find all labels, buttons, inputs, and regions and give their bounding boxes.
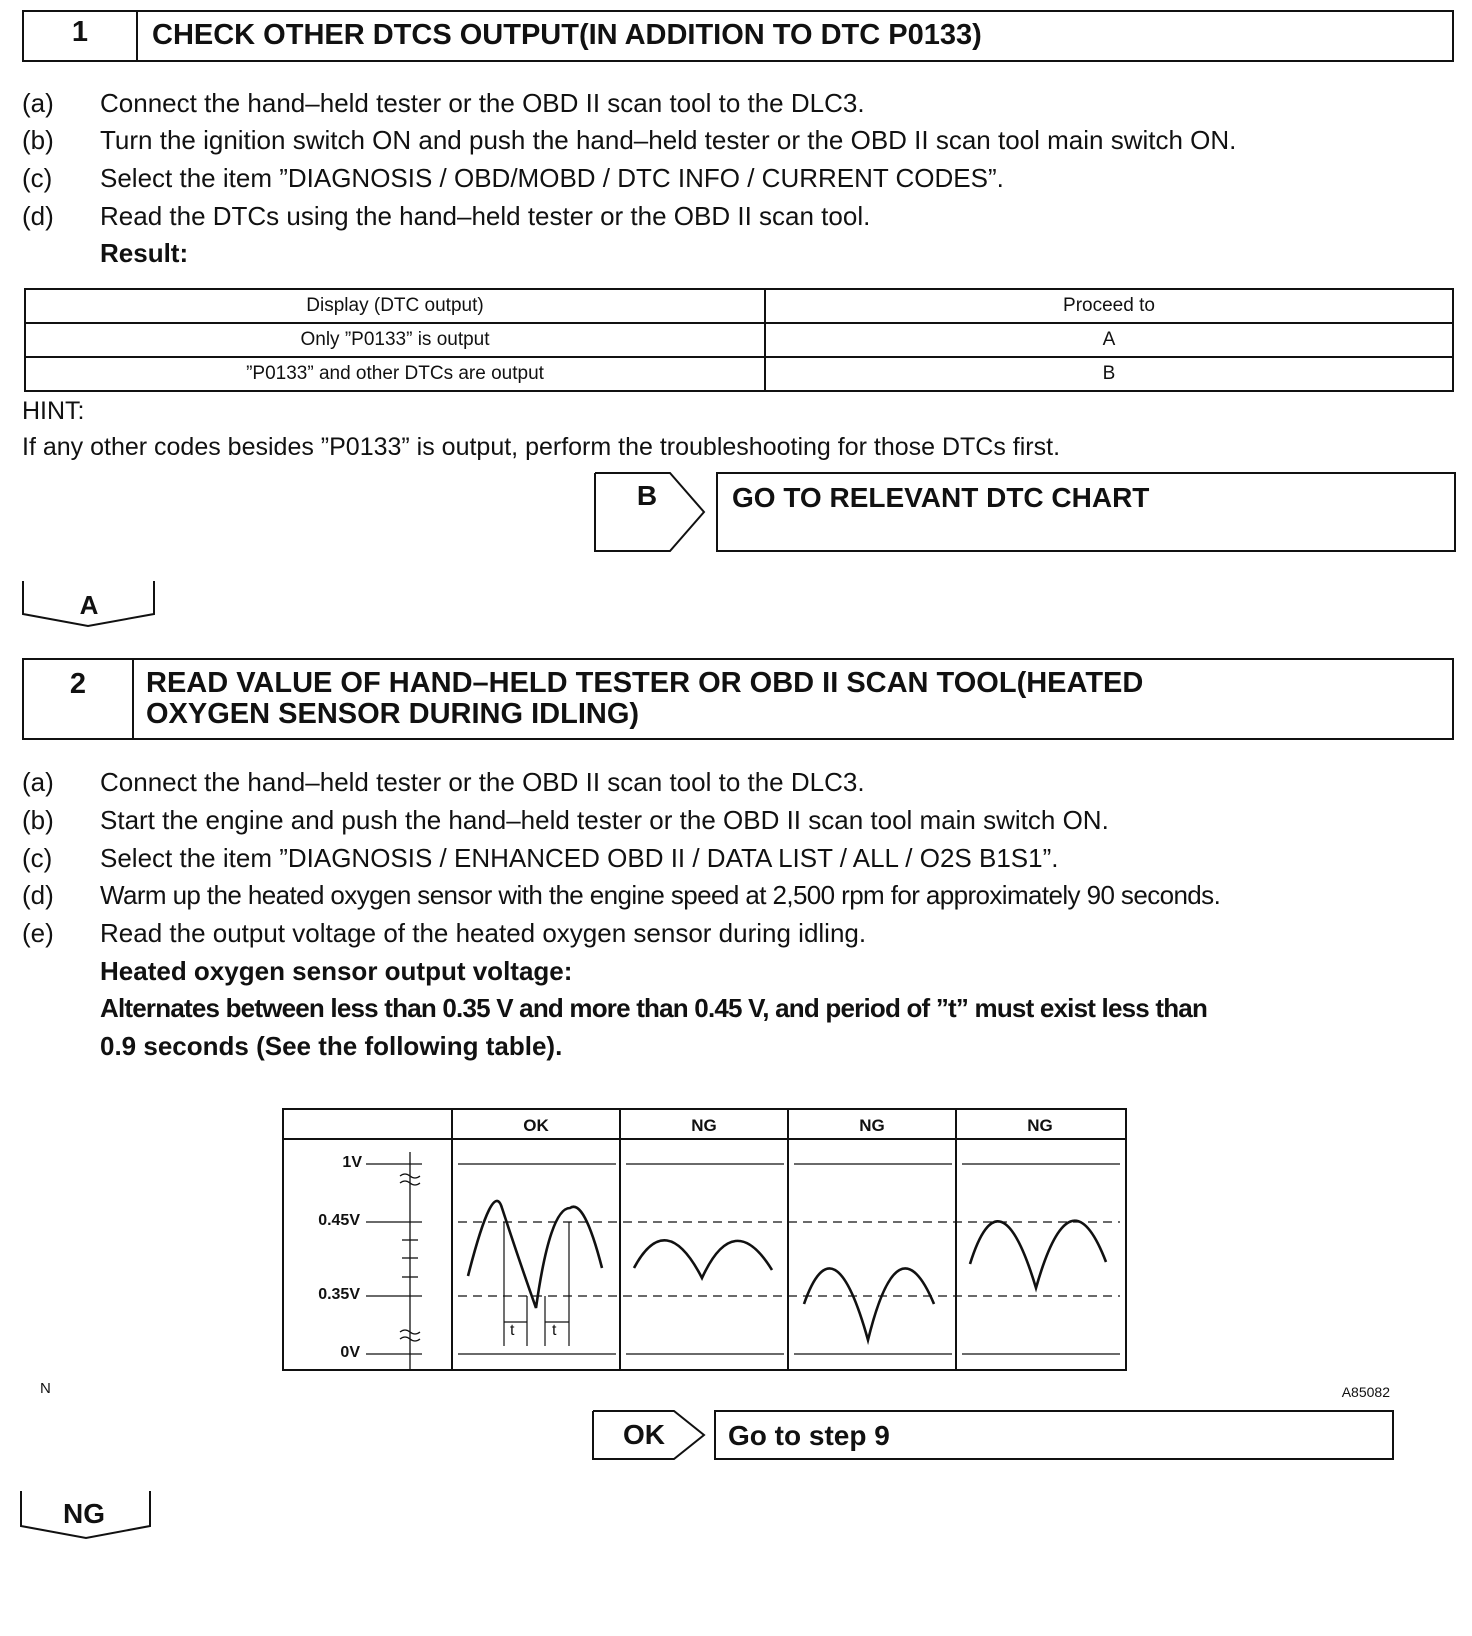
table-header-cell: Display (DTC output) [25,289,765,323]
step1-header [22,10,1454,62]
step1-hint-text: If any other codes besides ”P0133” is output, perform the troubleshooting for those DTCs first. [22,433,1061,461]
y-label-035v: 0.35V [318,1286,360,1303]
branch-b-label: B [636,480,658,511]
waveform-grid [282,1108,1128,1372]
table-header-cell: Proceed to [765,289,1453,323]
step2-header [22,658,1454,740]
t-label: t [510,1322,515,1339]
wave-ok [468,1201,602,1308]
step1-item-a: (a) Connect the hand–held tester or the OBD II scan tool to the DLC3. [22,88,865,118]
wave-ng-3 [970,1221,1106,1288]
step2-title-line1: READ VALUE OF HAND–HELD TESTER OR OBD II SCAN TOOL(HEATED [146,667,1144,699]
step2-spec-line2: 0.9 seconds (See the following table). [100,1031,563,1061]
figure-id: A85082 [1341,1384,1390,1400]
y-label-045v: 0.45V [318,1212,360,1229]
branch-ng-tag [20,1490,152,1540]
column-header-ng: NG [859,1116,885,1135]
step1-result-table [24,288,1454,392]
branch-b-result [716,472,1456,552]
column-header-ng: NG [1027,1116,1053,1135]
step1-result-label: Result: [100,238,189,268]
table-cell: Only ”P0133” is output [25,323,765,357]
step2-item-b: (b) Start the engine and push the hand–held tester or the OBD II scan tool main switch ON. [22,805,1109,835]
branch-ng-label: NG [63,1498,105,1529]
branch-a-label: A [79,590,99,620]
wave-ng-2 [804,1268,934,1340]
step2-item-a: (a) Connect the hand–held tester or the OBD II scan tool to the DLC3. [22,767,865,797]
wave-ng-1 [634,1240,772,1278]
step2-item-e: (e) Read the output voltage of the heated oxygen sensor during idling. [22,918,867,948]
branch-b-tag [594,472,706,552]
column-header-ng: NG [691,1116,717,1135]
table-row [25,323,1453,357]
step2-item-c: (c) Select the item ”DIAGNOSIS / ENHANCED OBD II / DATA LIST / ALL / O2S B1S1”. [22,843,1059,873]
branch-ok-result [714,1410,1394,1460]
table-cell: A [765,323,1453,357]
branch-ok-label: OK [623,1419,665,1450]
branch-b-text: GO TO RELEVANT DTC CHART [732,482,1150,513]
step1-item-b: (b) Turn the ignition switch ON and push the hand–held tester or the OBD II scan tool main switch ON. [22,125,1237,155]
step2-spec-label: Heated oxygen sensor output voltage: [100,956,573,986]
step1-number: 1 [24,12,138,60]
table-cell: ”P0133” and other DTCs are output [25,357,765,391]
step2-title-line2: OXYGEN SENSOR DURING IDLING) [146,698,640,730]
step1-hint-label: HINT: [22,397,85,425]
step2-number: 2 [24,660,134,738]
branch-a-tag [22,580,156,628]
y-label-1v: 1V [342,1154,362,1171]
step2-item-d: (d) Warm up the heated oxygen sensor with the engine speed at 2,500 rpm for approximately 90 seconds. [22,880,1221,910]
t-label: t [552,1322,557,1339]
step2-title [146,668,1444,730]
branch-ok-tag [592,1410,708,1460]
step1-title: CHECK OTHER DTCS OUTPUT(IN ADDITION TO DTC P0133) [152,19,982,51]
table-cell: B [765,357,1453,391]
table-row [25,357,1453,391]
voltage-waveform-figure [282,1108,1128,1372]
step1-item-c: (c) Select the item ”DIAGNOSIS / OBD/MOBD / DTC INFO / CURRENT CODES”. [22,163,1004,193]
table-header-row [25,289,1453,323]
y-label-0v: 0V [340,1344,360,1361]
figure-corner-label: N [40,1380,51,1397]
y-axis [366,1152,422,1370]
branch-ok-text: Go to step 9 [728,1420,890,1451]
column-header-ok: OK [523,1116,549,1135]
step1-item-d: (d) Read the DTCs using the hand–held tester or the OBD II scan tool. [22,201,871,231]
step2-spec-line1: Alternates between less than 0.35 V and more than 0.45 V, and period of ”t” must exist less than [100,993,1208,1023]
